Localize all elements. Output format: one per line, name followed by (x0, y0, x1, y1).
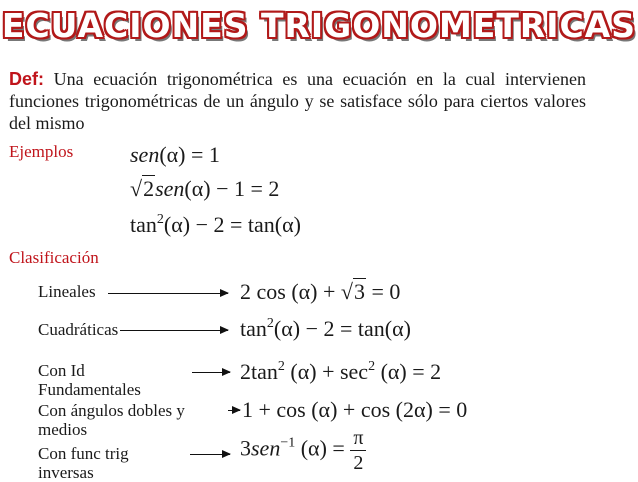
eq-id-c: (α) = 2 (375, 359, 442, 384)
classification-label: Clasificación (9, 248, 99, 267)
example-1-fn: sen (130, 142, 160, 167)
eq-id-b-exp: 2 (368, 359, 376, 374)
eq-cuad-exp: 2 (266, 316, 274, 331)
equation-cuadratica (240, 316, 411, 342)
fraction-numerator: π (350, 426, 366, 451)
class-label-lineales: Lineales (38, 282, 96, 301)
example-2-radicand: 2 (143, 176, 155, 201)
examples-label: Ejemplos (9, 142, 74, 161)
equation-lineal (240, 279, 400, 305)
class-label-inversas: Con func trig inversas (38, 444, 129, 482)
eq-id-b: (α) + sec (284, 359, 369, 384)
eq-inv-exp: −1 (280, 435, 296, 451)
fraction-denominator: 2 (353, 452, 364, 474)
example-2-fn: sen (155, 176, 185, 201)
eq-inv-coef: 3 (240, 435, 251, 461)
sqrt-symbol: √3 (340, 279, 365, 304)
class-label-identidades: Con Id Fundamentales (38, 361, 141, 399)
arrow-dobles (228, 410, 240, 411)
eq-lineal-radicand: 3 (354, 279, 365, 304)
equation-dobles: 1 + cos (α) + cos (2α) = 0 (242, 397, 468, 422)
slide-title: ECUACIONES TRIGONOMETRICAS (1, 6, 637, 45)
definition-text: Una ecuación trigonométrica es una ecuación en la cual intervienen funciones trigonométricas de un ángulo y se satisface sólo para ciertos valores del mismo (9, 69, 586, 133)
example-2-rest: (α) − 1 = 2 (184, 176, 280, 201)
example-equation-1 (130, 142, 220, 168)
arrow-cuadraticas (120, 330, 228, 331)
example-equation-3 (130, 212, 301, 238)
example-3-fn: tan (130, 212, 157, 237)
class-label-dobles: Con ángulos dobles y medios (38, 401, 185, 439)
eq-id-a: 2tan (240, 359, 278, 384)
example-3-exp: 2 (156, 212, 164, 227)
equation-inversas (240, 426, 366, 475)
eq-cuad-fn: tan (240, 316, 267, 341)
example-equation-2 (130, 176, 279, 202)
arrow-lineales (108, 293, 228, 294)
class-label-cuadraticas: Cuadráticas (38, 320, 119, 339)
eq-cuad-rest: (α) − 2 = tan(α) (273, 316, 411, 341)
arrow-inversas (190, 454, 230, 455)
sqrt-symbol: √2 (130, 176, 155, 201)
eq-lineal-pre: 2 cos (α) + (240, 279, 341, 304)
definition-paragraph (9, 68, 586, 134)
definition-label: Def: (9, 69, 44, 89)
example-3-rest: (α) − 2 = tan(α) (163, 212, 301, 237)
eq-inv-mid: (α) = (295, 435, 351, 461)
pi-over-2-fraction (350, 426, 366, 475)
eq-id-a-exp: 2 (277, 359, 285, 374)
eq-lineal-post: = 0 (366, 279, 401, 304)
example-1-rest: (α) = 1 (159, 142, 220, 167)
eq-inv-fn: sen (251, 435, 281, 461)
equation-identidades (240, 359, 441, 385)
arrow-identidades (192, 372, 230, 373)
